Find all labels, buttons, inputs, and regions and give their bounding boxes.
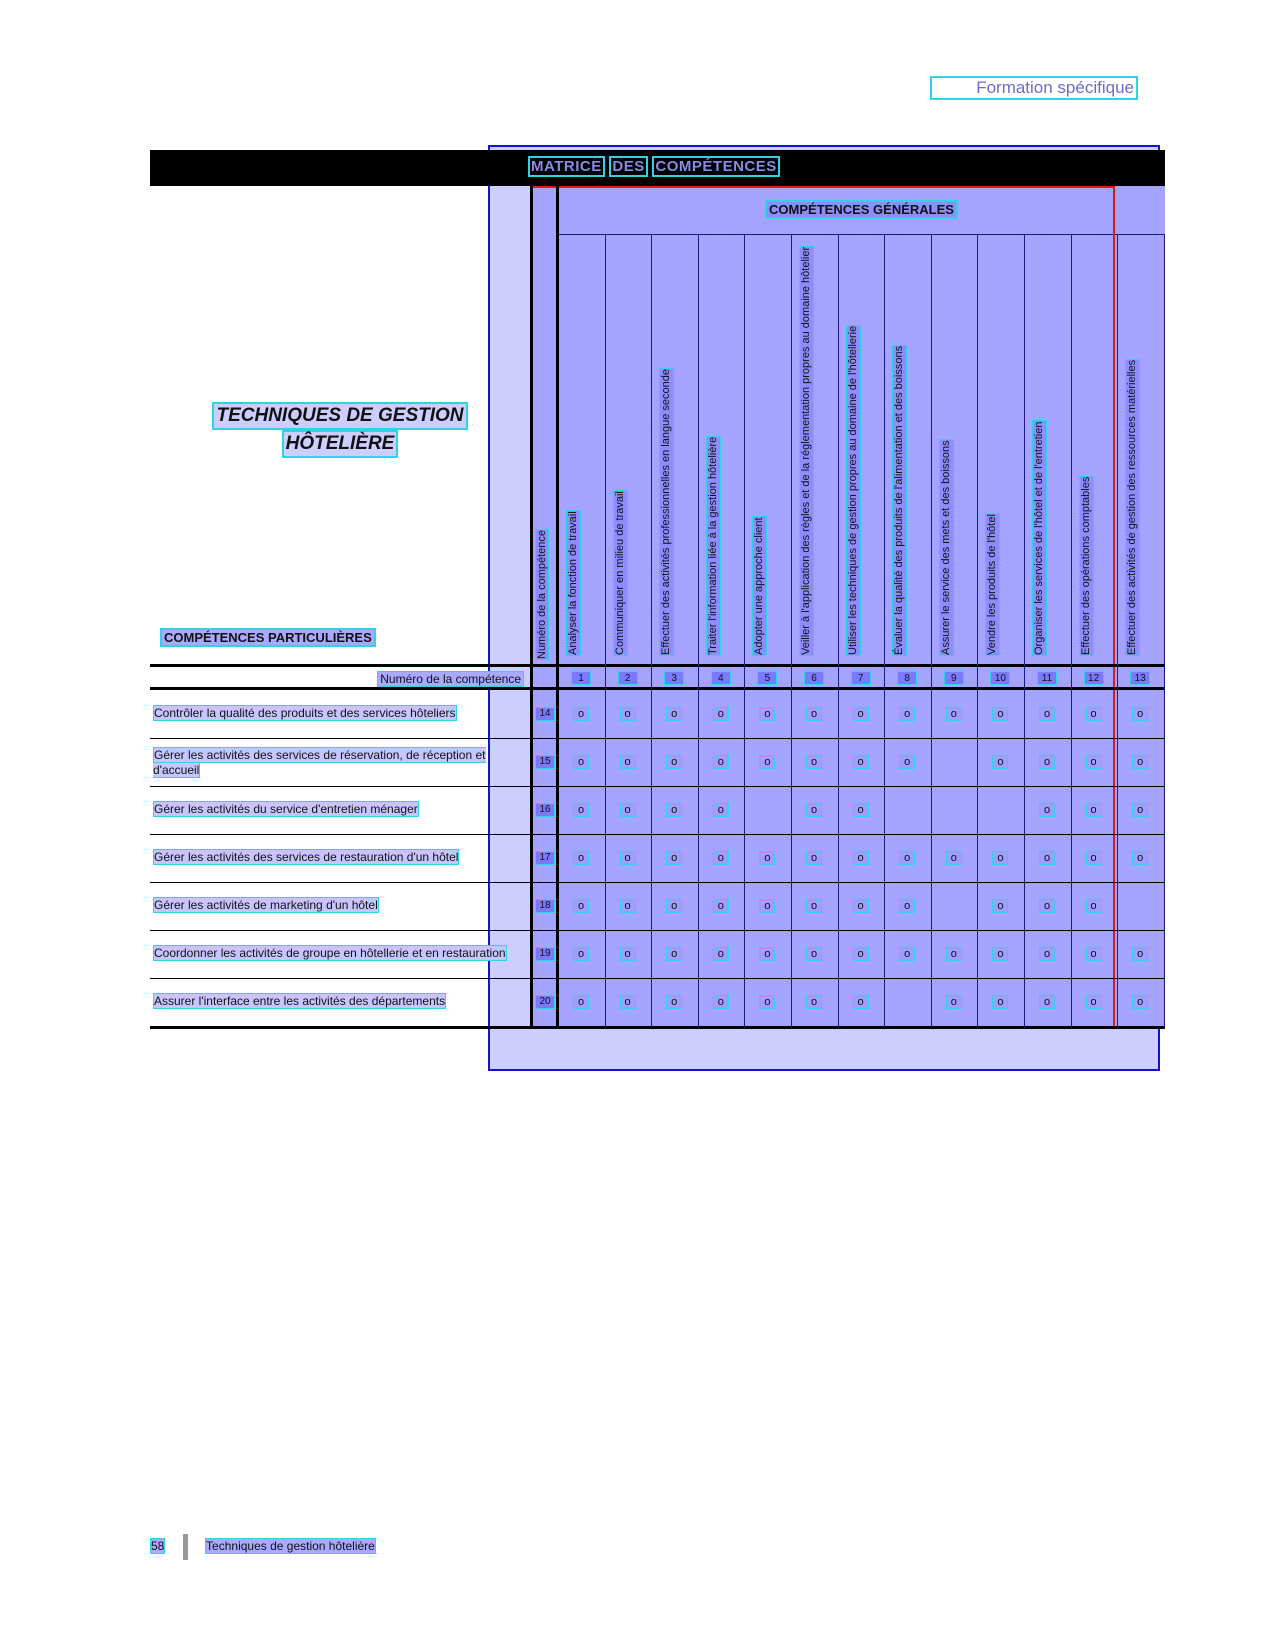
general-competence-number: 6 bbox=[804, 671, 824, 685]
competence-link-mark: o bbox=[713, 851, 729, 865]
competence-row-label bbox=[153, 748, 525, 778]
general-competence-header bbox=[752, 244, 782, 656]
competence-link-mark: o bbox=[1086, 947, 1102, 961]
competence-number-col-header bbox=[536, 500, 552, 660]
competence-link-mark: o bbox=[759, 707, 775, 721]
column-divider bbox=[1117, 234, 1118, 1028]
general-competence-header bbox=[939, 244, 969, 656]
competence-link-mark: o bbox=[853, 803, 869, 817]
program-title bbox=[180, 402, 500, 458]
column-divider bbox=[1024, 234, 1025, 1028]
table-rule-bottom bbox=[150, 1026, 1165, 1029]
competence-link-mark: o bbox=[1039, 947, 1055, 961]
general-competence-header bbox=[1125, 244, 1155, 656]
column-divider bbox=[605, 234, 606, 1028]
competence-row-text: Gérer les activités du service d'entretien ménager bbox=[154, 802, 418, 816]
section-header: Formation spécifique bbox=[930, 76, 1138, 100]
competence-link-mark: o bbox=[759, 755, 775, 769]
competence-link-mark: o bbox=[713, 755, 729, 769]
general-competence-label: Effectuer des activités professionnelles en langue seconde bbox=[660, 369, 673, 655]
competence-link-mark: o bbox=[573, 899, 589, 913]
table-rule-top bbox=[150, 664, 1165, 667]
general-competence-number: 2 bbox=[618, 671, 638, 685]
competence-link-mark: o bbox=[992, 995, 1008, 1009]
particular-competences-header: COMPÉTENCES PARTICULIÈRES bbox=[160, 628, 376, 647]
column-divider bbox=[838, 234, 839, 1028]
competence-row-number: 14 bbox=[535, 707, 555, 721]
competence-link-mark: o bbox=[1086, 899, 1102, 913]
column-divider bbox=[884, 234, 885, 1028]
general-competence-label: Vendre les produits de l'hôtel bbox=[986, 514, 999, 655]
matrix-title-word: COMPÉTENCES bbox=[652, 156, 779, 177]
competence-link-mark: o bbox=[1132, 707, 1148, 721]
competence-row-text: Contrôler la qualité des produits et des services hôteliers bbox=[154, 706, 456, 720]
general-competence-header bbox=[1079, 244, 1109, 656]
general-competence-number: 3 bbox=[664, 671, 684, 685]
program-title-line1: TECHNIQUES DE GESTION bbox=[212, 402, 467, 430]
competence-link-mark: o bbox=[853, 995, 869, 1009]
competence-link-mark: o bbox=[1039, 851, 1055, 865]
general-competence-label: Effectuer des opérations comptables bbox=[1079, 476, 1092, 655]
competence-link-mark: o bbox=[992, 851, 1008, 865]
competence-link-mark: o bbox=[853, 851, 869, 865]
competence-row-text: Gérer les activités de marketing d'un hôtel bbox=[154, 898, 378, 912]
competence-link-mark: o bbox=[620, 803, 636, 817]
general-competence-header bbox=[613, 244, 643, 656]
general-competence-label: Évaluer la qualité des produits de l'alimentation et des boissons bbox=[893, 345, 906, 655]
competence-link-mark: o bbox=[620, 851, 636, 865]
competence-link-mark: o bbox=[992, 947, 1008, 961]
competence-number-label: Numéro de la compétence bbox=[377, 671, 524, 687]
competence-row-label bbox=[153, 994, 525, 1009]
competence-link-mark: o bbox=[992, 899, 1008, 913]
competence-row-text: Assurer l'interface entre les activités des départements bbox=[154, 994, 446, 1008]
general-competence-header bbox=[659, 244, 689, 656]
competence-link-mark: o bbox=[1039, 755, 1055, 769]
competence-link-mark: o bbox=[620, 899, 636, 913]
competence-link-mark: o bbox=[759, 851, 775, 865]
program-title-line2: HÔTELIÈRE bbox=[282, 430, 399, 458]
footer-title: Techniques de gestion hôtelière bbox=[206, 1539, 375, 1554]
column-divider bbox=[791, 234, 792, 1028]
competence-link-mark: o bbox=[853, 899, 869, 913]
competence-link-mark: o bbox=[899, 755, 915, 769]
footer-divider bbox=[183, 1534, 188, 1560]
competence-link-mark: o bbox=[666, 851, 682, 865]
competence-link-mark: o bbox=[1039, 803, 1055, 817]
competence-link-mark: o bbox=[806, 755, 822, 769]
competence-link-mark: o bbox=[573, 851, 589, 865]
competence-link-mark: o bbox=[666, 803, 682, 817]
competence-link-mark: o bbox=[759, 947, 775, 961]
table-rule-numbers bbox=[150, 687, 1165, 690]
competence-link-mark: o bbox=[713, 707, 729, 721]
general-competence-number: 1 bbox=[571, 671, 591, 685]
general-competence-label: Analyser la fonction de travail bbox=[567, 511, 579, 655]
competence-link-mark: o bbox=[992, 755, 1008, 769]
row-divider bbox=[150, 930, 1165, 931]
competence-link-mark: o bbox=[573, 755, 589, 769]
competence-link-mark: o bbox=[1039, 899, 1055, 913]
general-competence-label: Organiser les services de l'hôtel et de l'entretien bbox=[1033, 421, 1045, 655]
competence-link-mark: o bbox=[806, 899, 822, 913]
general-competences-label: COMPÉTENCES GÉNÉRALES bbox=[765, 200, 958, 219]
column-divider bbox=[556, 186, 559, 1028]
column-divider bbox=[977, 234, 978, 1028]
general-competence-number: 8 bbox=[897, 671, 917, 685]
competence-link-mark: o bbox=[620, 947, 636, 961]
competence-link-mark: o bbox=[666, 707, 682, 721]
competence-link-mark: o bbox=[1132, 947, 1148, 961]
competence-link-mark: o bbox=[1086, 755, 1102, 769]
general-competence-number: 5 bbox=[757, 671, 777, 685]
column-divider bbox=[1164, 234, 1165, 1028]
row-divider bbox=[150, 882, 1165, 883]
competence-link-mark: o bbox=[713, 947, 729, 961]
general-competence-number: 12 bbox=[1084, 671, 1104, 685]
row-divider bbox=[150, 834, 1165, 835]
competence-link-mark: o bbox=[620, 707, 636, 721]
competence-link-mark: o bbox=[573, 947, 589, 961]
competence-link-mark: o bbox=[1132, 755, 1148, 769]
competence-link-mark: o bbox=[1086, 803, 1102, 817]
row-divider bbox=[150, 978, 1165, 979]
general-competence-label: Assurer le service des mets et des boissons bbox=[939, 440, 952, 655]
competence-link-mark: o bbox=[666, 899, 682, 913]
page-number: 58 bbox=[151, 1539, 165, 1554]
competence-row-number: 17 bbox=[535, 851, 555, 865]
competence-row-label bbox=[153, 850, 525, 865]
general-competence-number: 11 bbox=[1037, 671, 1057, 685]
competence-link-mark: o bbox=[713, 803, 729, 817]
column-divider bbox=[744, 234, 745, 1028]
general-competence-label: Traiter l'information liée à la gestion hôtelière bbox=[706, 436, 719, 655]
competence-row-label bbox=[153, 898, 525, 913]
column-divider bbox=[698, 234, 699, 1028]
page-footer bbox=[150, 1534, 376, 1560]
competence-link-mark: o bbox=[806, 851, 822, 865]
competence-link-mark: o bbox=[853, 755, 869, 769]
matrix-title-word: MATRICE bbox=[528, 156, 605, 177]
competence-link-mark: o bbox=[899, 947, 915, 961]
general-competence-header bbox=[846, 244, 876, 656]
general-competence-label: Adopter une approche client bbox=[753, 517, 766, 655]
general-competence-number: 13 bbox=[1130, 671, 1150, 685]
competence-link-mark: o bbox=[1132, 803, 1148, 817]
competence-link-mark: o bbox=[853, 947, 869, 961]
matrix-title bbox=[528, 158, 780, 175]
competence-link-mark: o bbox=[992, 707, 1008, 721]
competence-link-mark: o bbox=[1086, 851, 1102, 865]
competence-row-label bbox=[153, 802, 525, 817]
competence-link-mark: o bbox=[1039, 707, 1055, 721]
general-competence-label: Utiliser les techniques de gestion propres au domaine de l'hôtellerie bbox=[846, 325, 859, 655]
competence-link-mark: o bbox=[806, 995, 822, 1009]
competence-row-label bbox=[153, 946, 525, 961]
row-divider bbox=[150, 738, 1165, 739]
general-competence-header bbox=[985, 244, 1015, 656]
competence-row-text: Coordonner les activités de groupe en hôtellerie et en restauration bbox=[154, 946, 506, 960]
column-divider bbox=[530, 186, 533, 1028]
competence-link-mark: o bbox=[1086, 707, 1102, 721]
competence-row-text: Gérer les activités des services de réservation, de réception et d'accueil bbox=[153, 748, 486, 777]
general-competence-label: Communiquer en milieu de travail bbox=[613, 491, 626, 655]
general-competence-number: 10 bbox=[990, 671, 1010, 685]
competence-link-mark: o bbox=[759, 899, 775, 913]
row-divider bbox=[150, 786, 1165, 787]
column-divider bbox=[1071, 234, 1072, 1028]
competence-link-mark: o bbox=[899, 899, 915, 913]
competence-link-mark: o bbox=[899, 707, 915, 721]
competence-link-mark: o bbox=[713, 995, 729, 1009]
competence-link-mark: o bbox=[1039, 995, 1055, 1009]
competence-row-number: 19 bbox=[535, 947, 555, 961]
competence-link-mark: o bbox=[946, 947, 962, 961]
competence-link-mark: o bbox=[573, 995, 589, 1009]
competence-link-mark: o bbox=[666, 995, 682, 1009]
column-divider bbox=[651, 234, 652, 1028]
matrix-title-word: DES bbox=[609, 156, 647, 177]
competence-link-mark: o bbox=[1132, 995, 1148, 1009]
competence-link-mark: o bbox=[899, 851, 915, 865]
competence-row-label bbox=[153, 706, 525, 721]
competence-link-mark: o bbox=[620, 755, 636, 769]
competence-link-mark: o bbox=[946, 707, 962, 721]
competence-link-mark: o bbox=[759, 995, 775, 1009]
competence-link-mark: o bbox=[573, 803, 589, 817]
competence-number-col-text: Numéro de la compétence bbox=[536, 529, 548, 659]
general-competence-header bbox=[566, 244, 596, 656]
competence-link-mark: o bbox=[1132, 851, 1148, 865]
competence-link-mark: o bbox=[1086, 995, 1102, 1009]
competence-row-number: 15 bbox=[535, 755, 555, 769]
general-competence-header bbox=[799, 244, 829, 656]
general-competence-header bbox=[706, 244, 736, 656]
competence-link-mark: o bbox=[946, 995, 962, 1009]
competence-link-mark: o bbox=[666, 947, 682, 961]
competence-row-number: 18 bbox=[535, 899, 555, 913]
competence-link-mark: o bbox=[713, 899, 729, 913]
general-competence-label: Veiller à l'application des règles et de la réglementation propres au domaine hôtelier bbox=[800, 246, 812, 655]
general-competence-number: 4 bbox=[711, 671, 731, 685]
competence-number-row-label bbox=[300, 672, 524, 686]
general-competence-label: Effectuer des activités de gestion des ressources matérielles bbox=[1126, 359, 1139, 655]
competence-link-mark: o bbox=[853, 707, 869, 721]
competence-link-mark: o bbox=[806, 947, 822, 961]
column-divider bbox=[931, 234, 932, 1028]
competence-row-text: Gérer les activités des services de restauration d'un hôtel bbox=[154, 850, 459, 864]
competence-link-mark: o bbox=[806, 707, 822, 721]
general-competence-header bbox=[892, 244, 922, 656]
competence-link-mark: o bbox=[573, 707, 589, 721]
competence-row-number: 20 bbox=[535, 995, 555, 1009]
general-competence-number: 7 bbox=[851, 671, 871, 685]
competence-link-mark: o bbox=[620, 995, 636, 1009]
competence-link-mark: o bbox=[946, 851, 962, 865]
competence-link-mark: o bbox=[666, 755, 682, 769]
general-competence-header bbox=[1032, 244, 1062, 656]
competence-link-mark: o bbox=[806, 803, 822, 817]
competence-row-number: 16 bbox=[535, 803, 555, 817]
general-competence-number: 9 bbox=[944, 671, 964, 685]
